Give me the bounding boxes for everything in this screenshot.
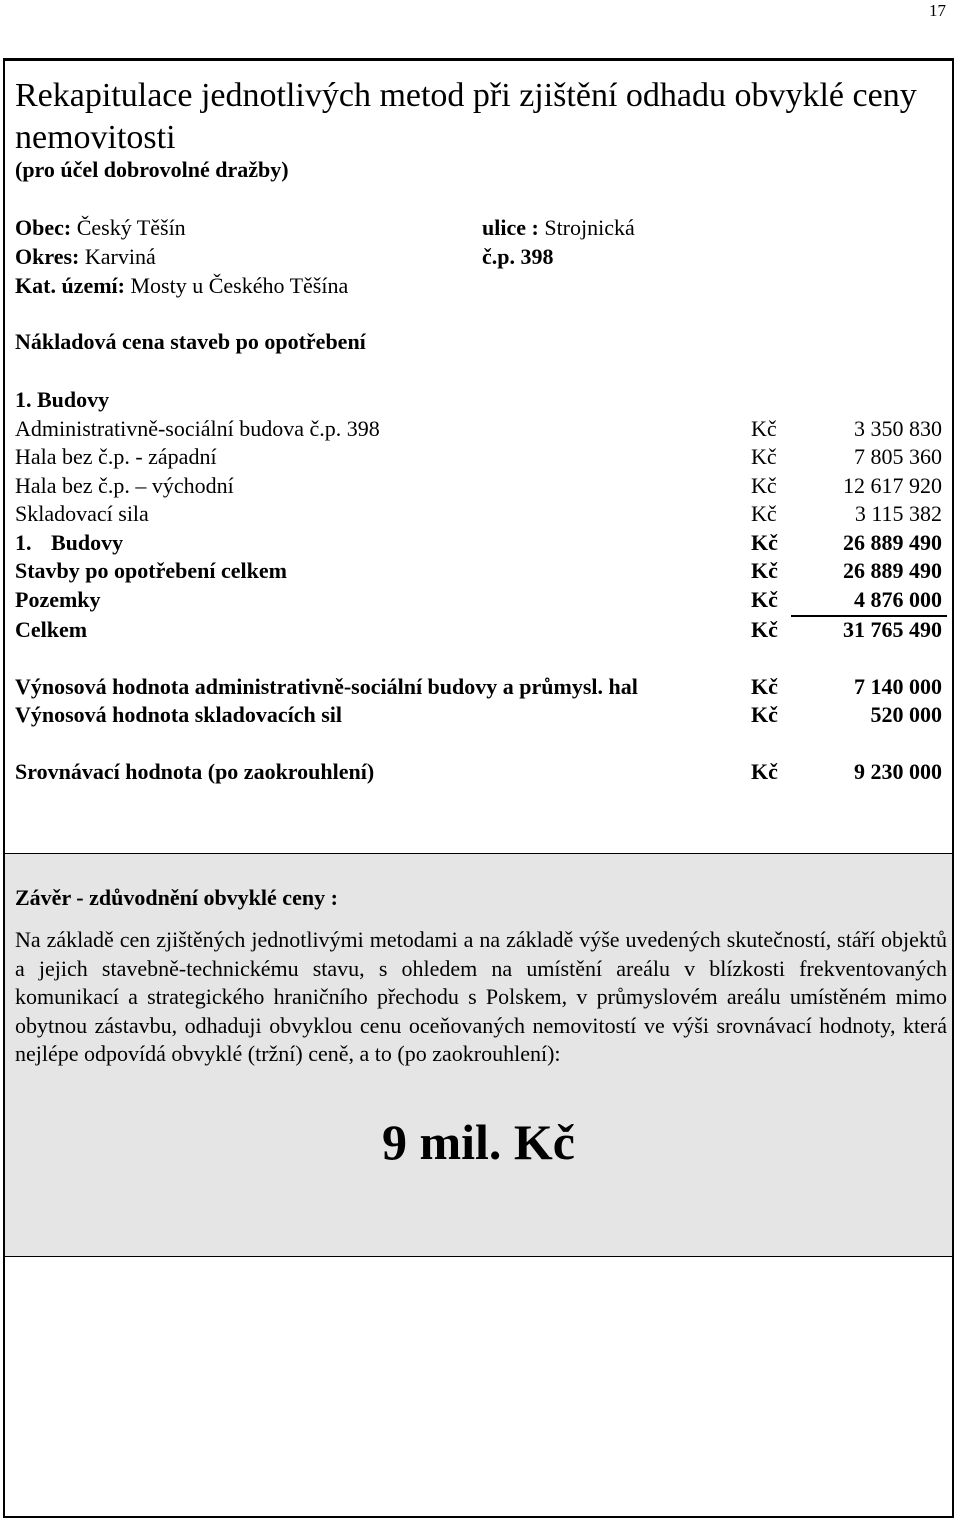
row-currency: Kč	[751, 473, 777, 498]
section-heading: Nákladová cena staveb po opotřebení	[15, 329, 366, 354]
row-currency: Kč	[751, 759, 778, 784]
ulice-value: Strojnická	[544, 215, 635, 240]
recap-frame	[3, 58, 954, 1518]
row-amount: 12 617 920	[843, 473, 942, 498]
conclusion-box	[5, 853, 952, 1257]
row-label: Výnosová hodnota administrativně-sociální budovy a průmysl. hal	[15, 674, 638, 699]
row-label: Hala bez č.p. - západní	[15, 444, 217, 469]
row-amount: 26 889 490	[843, 530, 942, 555]
page-number: 17	[929, 1, 946, 20]
address-kat	[15, 272, 348, 300]
row-amount: 4 876 000	[854, 587, 942, 612]
row-label: Výnosová hodnota skladovacích sil	[15, 702, 343, 727]
obec-label: Obec:	[15, 215, 72, 240]
total-row	[15, 616, 948, 644]
table-row	[15, 472, 948, 500]
group-heading: 1. Budovy	[15, 387, 110, 412]
subtotal-row	[15, 529, 948, 557]
yield-row	[15, 673, 948, 701]
okres-label: Okres:	[15, 244, 80, 269]
kat-label: Kat. území:	[15, 273, 125, 298]
subtotal-row	[15, 557, 948, 585]
table-row	[15, 415, 948, 443]
yield-row	[15, 701, 948, 729]
row-amount: 7 140 000	[854, 674, 942, 699]
row-currency: Kč	[751, 416, 777, 441]
row-label: 1. Budovy	[15, 530, 124, 555]
address-obec	[15, 214, 186, 242]
row-label: Pozemky	[15, 587, 101, 612]
row-currency: Kč	[751, 617, 778, 642]
row-label: Celkem	[15, 617, 88, 642]
page-title: Rekapitulace jednotlivých metod při zjištění odhadu obvyklé ceny nemovitosti	[15, 77, 917, 156]
row-amount: 9 230 000	[854, 759, 942, 784]
subtotal-row	[15, 586, 948, 614]
row-amount: 3 115 382	[854, 501, 942, 526]
comparative-row	[15, 758, 948, 786]
row-amount: 26 889 490	[843, 558, 942, 583]
cp-value: 398	[520, 244, 554, 269]
row-currency: Kč	[751, 558, 778, 583]
row-label: Stavby po opotřebení celkem	[15, 558, 287, 583]
row-label: Srovnávací hodnota (po zaokrouhlení)	[15, 759, 375, 784]
group-heading-row	[15, 386, 948, 414]
row-currency: Kč	[751, 444, 777, 469]
row-amount: 7 805 360	[854, 444, 942, 469]
row-currency: Kč	[751, 702, 778, 727]
conclusion-heading: Závěr - zdůvodnění obvyklé ceny :	[15, 885, 338, 910]
row-amount: 3 350 830	[854, 416, 942, 441]
row-currency: Kč	[751, 587, 778, 612]
conclusion-text: Na základě cen zjištěných jednotlivými metodami a na základě výše uvedených skutečností, stáří objektů a jejich stavebně-technickému stavu, s ohledem na umístění areálu v blízkosti frekventovaných komunikací a strategického hraničního přechodu s Polskem, v průmyslovém areálu umístěném mimo obytnou zástavbu, odhaduji obvyklou cenu oceňovaných nemovitostí ve výši srovnávací hodnoty, která nejlépe odpovídá obvyklé (tržní) ceně, a to (po zaokrouhlení):	[15, 927, 947, 1067]
table-row	[15, 443, 948, 471]
final-value: 9 mil. Kč	[381, 1114, 576, 1170]
row-label: Skladovací sila	[15, 501, 149, 526]
row-amount: 520 000	[870, 702, 942, 727]
okres-value: Karviná	[84, 244, 156, 269]
row-label: Administrativně-sociální budova č.p. 398	[15, 416, 380, 441]
table-row	[15, 500, 948, 528]
row-currency: Kč	[751, 530, 778, 555]
cp-label: č.p.	[482, 244, 515, 269]
address-cp	[482, 243, 554, 271]
row-label: Hala bez č.p. – východní	[15, 473, 234, 498]
address-okres	[15, 243, 156, 271]
recap-section	[5, 61, 952, 851]
ulice-label: ulice :	[482, 215, 539, 240]
obec-value: Český Těšín	[76, 215, 186, 240]
row-amount: 31 765 490	[843, 617, 942, 642]
address-ulice	[482, 214, 635, 242]
page-subtitle: (pro účel dobrovolné dražby)	[15, 157, 289, 182]
row-currency: Kč	[751, 501, 777, 526]
row-currency: Kč	[751, 674, 778, 699]
kat-value: Mosty u Českého Těšína	[130, 273, 349, 298]
